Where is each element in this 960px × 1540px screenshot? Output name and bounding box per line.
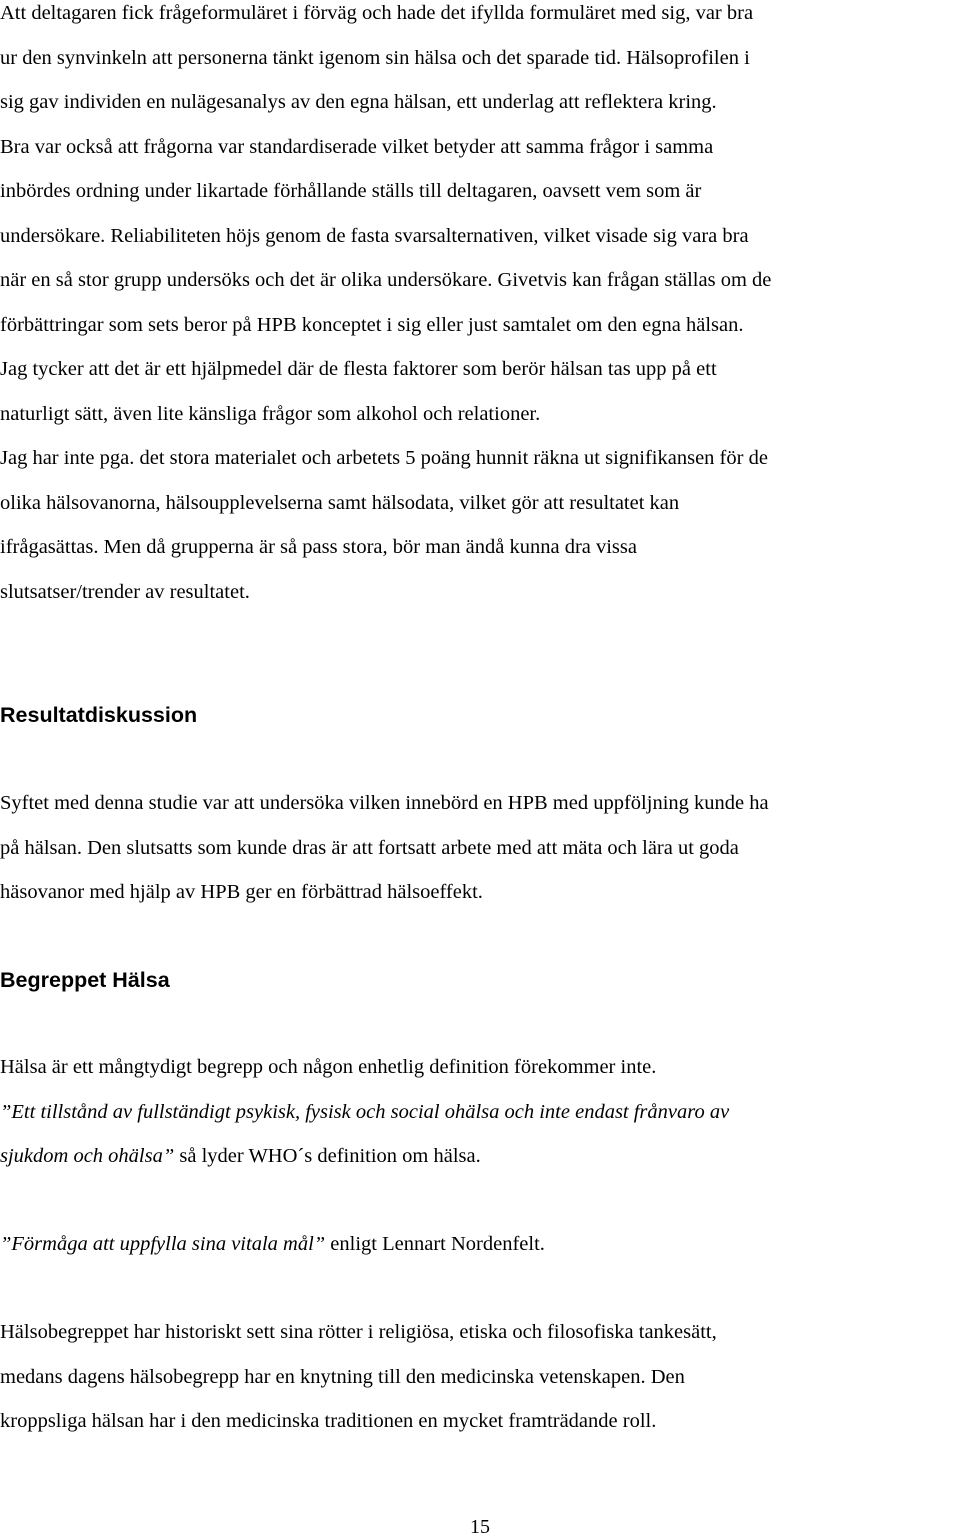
text-line: undersökare. Reliabiliteten höjs genom de fasta svarsalternativen, vilket visade sig vara bra — [0, 224, 749, 247]
text-line: häsovanor med hjälp av HPB ger en förbättrad hälsoeffekt. — [0, 881, 483, 903]
paragraph-health-definition — [0, 1045, 960, 1179]
who-quote-end: sjukdom och ohälsa” — [0, 1145, 175, 1167]
text-line: ur den synvinkeln att personerna tänkt igenom sin hälsa och det sparade tid. Hälsoprofilen i — [0, 46, 750, 69]
paragraph-nordenfelt-quote — [0, 1222, 960, 1267]
text-line: kroppsliga hälsan har i den medicinska traditionen en mycket framträdande roll. — [0, 1410, 657, 1432]
text-line — [0, 1134, 960, 1179]
text-line: Att deltagaren fick frågeformuläret i förväg och hade det ifyllda formuläret med sig, var bra — [0, 2, 754, 24]
text-line: sig gav individen en nulägesanalys av den egna hälsan, ett underlag att reflektera kring. — [0, 91, 717, 113]
text-line: Hälsa är ett mångtydigt begrepp och någon enhetlig definition förekommer inte. — [0, 1056, 657, 1078]
text-line: Syftet med denna studie var att undersöka vilken innebörd en HPB med uppföljning kunde ha — [0, 792, 769, 814]
text-line: på hälsan. Den slutsatts som kunde dras är att fortsatt arbete med att mäta och lära ut goda — [0, 836, 739, 859]
section-heading-health-concept: Begreppet Hälsa — [0, 968, 170, 992]
text-line: medans dagens hälsobegrepp har en knytning till den medicinska vetenskapen. Den — [0, 1365, 685, 1388]
text-line: olika hälsovanorna, hälsoupplevelserna samt hälsodata, vilket gör att resultatet kan — [0, 491, 680, 514]
paragraph-health-history — [0, 1310, 960, 1444]
text-line: Hälsobegreppet har historiskt sett sina rötter i religiösa, etiska och filosofiska tankesätt, — [0, 1321, 717, 1343]
text-line: naturligt sätt, även lite känsliga frågor som alkohol och relationer. — [0, 402, 541, 425]
text-line: Bra var också att frågorna var standardiserade vilket betyder att samma frågor i samma — [0, 135, 714, 158]
nordenfelt-quote: ”Förmåga att uppfylla sina vitala mål” — [0, 1233, 326, 1255]
text-line: inbördes ordning under likartade förhållande ställs till deltagaren, oavsett vem som är — [0, 180, 702, 202]
paragraph-results-discussion — [0, 781, 960, 915]
page-number: 15 — [470, 1516, 490, 1538]
text-line — [0, 1222, 960, 1267]
who-quote-line: ”Ett tillstånd av fullständigt psykisk, fysisk och social ohälsa och inte endast frånvaro av — [0, 1100, 730, 1123]
section-heading-results: Resultatdiskussion — [0, 703, 198, 727]
paragraph-method-discussion — [0, 0, 960, 614]
text-line: ifrågasättas. Men då grupperna är så pass stora, bör man ändå kunna dra vissa — [0, 536, 637, 558]
text-line: Jag har inte pga. det stora materialet och arbetets 5 poäng hunnit räkna ut signifikansen för de — [0, 447, 768, 469]
text-line: förbättringar som sets beror på HPB konceptet i sig eller just samtalet om den egna hälsan. — [0, 313, 744, 336]
text-line: Jag tycker att det är ett hjälpmedel där de flesta faktorer som berör hälsan tas upp på ett — [0, 358, 717, 380]
who-attribution: så lyder WHO´s definition om hälsa. — [174, 1145, 481, 1167]
nordenfelt-attribution: enligt Lennart Nordenfelt. — [325, 1233, 545, 1255]
text-line: när en så stor grupp undersöks och det är olika undersökare. Givetvis kan frågan ställas om de — [0, 269, 772, 291]
text-line: slutsatser/trender av resultatet. — [0, 580, 250, 603]
